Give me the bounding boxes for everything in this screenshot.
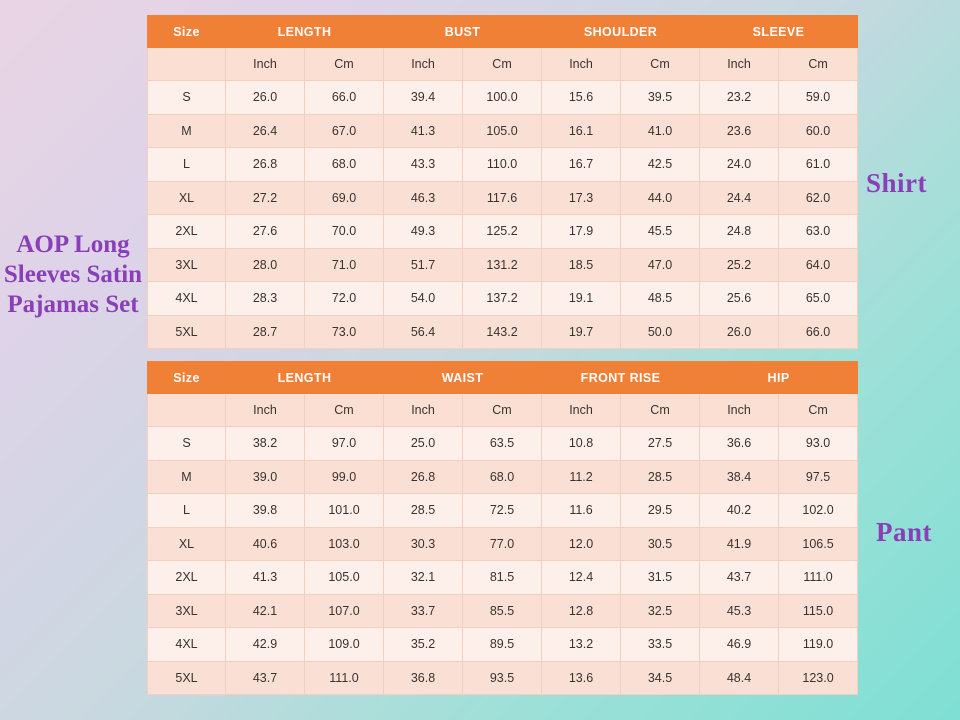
cell-bust-cm: 137.2 — [463, 282, 542, 316]
table-row — [148, 215, 858, 249]
cell-bust-cm: 125.2 — [463, 215, 542, 249]
cell-size: XL — [148, 181, 226, 215]
shirt-header-shoulder: SHOULDER — [542, 16, 700, 48]
cell-front-rise-inch: 10.8 — [542, 427, 621, 461]
cell-front-rise-inch: 12.0 — [542, 527, 621, 561]
pant-header-hip: HIP — [700, 362, 858, 394]
cell-hip-inch: 48.4 — [700, 661, 779, 695]
pant-unit-waist-cm: Cm — [463, 394, 542, 427]
cell-bust-inch: 43.3 — [384, 148, 463, 182]
cell-length-inch: 42.1 — [226, 594, 305, 628]
cell-sleeve-cm: 60.0 — [779, 114, 858, 148]
shirt-unit-shoulder-inch: Inch — [542, 48, 621, 81]
cell-front-rise-inch: 13.2 — [542, 628, 621, 662]
cell-length-cm: 69.0 — [305, 181, 384, 215]
cell-front-rise-inch: 12.4 — [542, 561, 621, 595]
cell-bust-inch: 49.3 — [384, 215, 463, 249]
cell-waist-inch: 36.8 — [384, 661, 463, 695]
cell-length-inch: 26.4 — [226, 114, 305, 148]
product-title: AOP Long Sleeves Satin Pajamas Set — [3, 231, 143, 318]
shirt-unit-bust-cm: Cm — [463, 48, 542, 81]
cell-hip-inch: 45.3 — [700, 594, 779, 628]
shirt-header-size: Size — [148, 16, 226, 48]
shirt-unit-sleeve-inch: Inch — [700, 48, 779, 81]
cell-shoulder-inch: 17.3 — [542, 181, 621, 215]
table-row — [148, 248, 858, 282]
cell-front-rise-cm: 29.5 — [621, 494, 700, 528]
cell-length-inch: 43.7 — [226, 661, 305, 695]
cell-sleeve-cm: 59.0 — [779, 81, 858, 115]
cell-waist-inch: 32.1 — [384, 561, 463, 595]
shirt-section-label: Shirt — [866, 168, 928, 198]
cell-length-cm: 103.0 — [305, 527, 384, 561]
cell-bust-inch: 46.3 — [384, 181, 463, 215]
cell-hip-cm: 106.5 — [779, 527, 858, 561]
cell-size: 4XL — [148, 282, 226, 316]
cell-hip-inch: 46.9 — [700, 628, 779, 662]
cell-hip-cm: 111.0 — [779, 561, 858, 595]
table-row — [148, 427, 858, 461]
shirt-header-sleeve: SLEEVE — [700, 16, 858, 48]
cell-length-cm: 109.0 — [305, 628, 384, 662]
shirt-unit-length-cm: Cm — [305, 48, 384, 81]
cell-bust-inch: 54.0 — [384, 282, 463, 316]
cell-size: M — [148, 460, 226, 494]
cell-length-inch: 42.9 — [226, 628, 305, 662]
cell-sleeve-inch: 24.8 — [700, 215, 779, 249]
cell-shoulder-cm: 41.0 — [621, 114, 700, 148]
cell-waist-inch: 25.0 — [384, 427, 463, 461]
shirt-table-head — [148, 16, 858, 81]
table-row — [148, 148, 858, 182]
cell-length-inch: 28.7 — [226, 315, 305, 349]
cell-bust-inch: 51.7 — [384, 248, 463, 282]
cell-shoulder-cm: 39.5 — [621, 81, 700, 115]
cell-sleeve-inch: 25.2 — [700, 248, 779, 282]
pant-size-table — [147, 361, 858, 695]
shirt-unit-shoulder-cm: Cm — [621, 48, 700, 81]
cell-hip-inch: 40.2 — [700, 494, 779, 528]
cell-length-cm: 67.0 — [305, 114, 384, 148]
cell-sleeve-cm: 63.0 — [779, 215, 858, 249]
cell-waist-cm: 81.5 — [463, 561, 542, 595]
cell-sleeve-inch: 24.0 — [700, 148, 779, 182]
table-row — [148, 628, 858, 662]
cell-size: L — [148, 494, 226, 528]
cell-waist-inch: 28.5 — [384, 494, 463, 528]
cell-size: 4XL — [148, 628, 226, 662]
table-row — [148, 561, 858, 595]
shirt-header-length: LENGTH — [226, 16, 384, 48]
table-row — [148, 81, 858, 115]
cell-bust-cm: 105.0 — [463, 114, 542, 148]
cell-waist-cm: 68.0 — [463, 460, 542, 494]
cell-size: M — [148, 114, 226, 148]
cell-length-cm: 105.0 — [305, 561, 384, 595]
pant-header-size: Size — [148, 362, 226, 394]
table-row — [148, 181, 858, 215]
cell-sleeve-cm: 65.0 — [779, 282, 858, 316]
cell-size: 3XL — [148, 248, 226, 282]
cell-shoulder-inch: 16.1 — [542, 114, 621, 148]
cell-shoulder-inch: 18.5 — [542, 248, 621, 282]
cell-waist-inch: 26.8 — [384, 460, 463, 494]
shirt-header-bust: BUST — [384, 16, 542, 48]
cell-shoulder-inch: 17.9 — [542, 215, 621, 249]
pant-unit-blank — [148, 394, 226, 427]
cell-length-cm: 66.0 — [305, 81, 384, 115]
shirt-table-body — [148, 81, 858, 349]
cell-waist-cm: 93.5 — [463, 661, 542, 695]
pant-header-length: LENGTH — [226, 362, 384, 394]
cell-shoulder-inch: 19.7 — [542, 315, 621, 349]
cell-hip-inch: 41.9 — [700, 527, 779, 561]
cell-front-rise-cm: 27.5 — [621, 427, 700, 461]
shirt-unit-blank — [148, 48, 226, 81]
cell-length-inch: 27.6 — [226, 215, 305, 249]
cell-shoulder-cm: 42.5 — [621, 148, 700, 182]
cell-sleeve-inch: 23.6 — [700, 114, 779, 148]
table-row — [148, 114, 858, 148]
cell-shoulder-cm: 44.0 — [621, 181, 700, 215]
cell-hip-inch: 43.7 — [700, 561, 779, 595]
cell-length-inch: 26.8 — [226, 148, 305, 182]
cell-hip-cm: 119.0 — [779, 628, 858, 662]
cell-hip-inch: 36.6 — [700, 427, 779, 461]
cell-size: 2XL — [148, 561, 226, 595]
cell-front-rise-inch: 11.6 — [542, 494, 621, 528]
cell-waist-cm: 72.5 — [463, 494, 542, 528]
pant-unit-front-rise-cm: Cm — [621, 394, 700, 427]
cell-sleeve-inch: 25.6 — [700, 282, 779, 316]
cell-front-rise-cm: 30.5 — [621, 527, 700, 561]
shirt-header-row — [148, 16, 858, 48]
cell-waist-cm: 89.5 — [463, 628, 542, 662]
cell-size: 2XL — [148, 215, 226, 249]
table-row — [148, 315, 858, 349]
cell-size: L — [148, 148, 226, 182]
cell-length-inch: 27.2 — [226, 181, 305, 215]
cell-waist-cm: 85.5 — [463, 594, 542, 628]
cell-front-rise-cm: 32.5 — [621, 594, 700, 628]
cell-hip-cm: 123.0 — [779, 661, 858, 695]
shirt-unit-length-inch: Inch — [226, 48, 305, 81]
cell-length-cm: 70.0 — [305, 215, 384, 249]
table-row — [148, 594, 858, 628]
cell-length-cm: 99.0 — [305, 460, 384, 494]
cell-shoulder-inch: 16.7 — [542, 148, 621, 182]
pant-unit-length-inch: Inch — [226, 394, 305, 427]
cell-size: XL — [148, 527, 226, 561]
cell-bust-cm: 110.0 — [463, 148, 542, 182]
cell-length-inch: 28.3 — [226, 282, 305, 316]
table-row — [148, 282, 858, 316]
cell-size: 3XL — [148, 594, 226, 628]
cell-bust-inch: 56.4 — [384, 315, 463, 349]
cell-bust-cm: 143.2 — [463, 315, 542, 349]
cell-length-inch: 39.0 — [226, 460, 305, 494]
pant-table-head — [148, 362, 858, 427]
shirt-unit-row — [148, 48, 858, 81]
cell-length-inch: 39.8 — [226, 494, 305, 528]
cell-length-cm: 111.0 — [305, 661, 384, 695]
cell-size: 5XL — [148, 661, 226, 695]
cell-sleeve-cm: 66.0 — [779, 315, 858, 349]
cell-front-rise-inch: 13.6 — [542, 661, 621, 695]
cell-bust-cm: 117.6 — [463, 181, 542, 215]
pant-table-body — [148, 427, 858, 695]
cell-length-inch: 28.0 — [226, 248, 305, 282]
pant-header-waist: WAIST — [384, 362, 542, 394]
pant-unit-waist-inch: Inch — [384, 394, 463, 427]
cell-length-cm: 68.0 — [305, 148, 384, 182]
cell-waist-cm: 77.0 — [463, 527, 542, 561]
cell-size: S — [148, 427, 226, 461]
cell-length-inch: 40.6 — [226, 527, 305, 561]
cell-bust-inch: 41.3 — [384, 114, 463, 148]
cell-hip-cm: 115.0 — [779, 594, 858, 628]
cell-shoulder-inch: 15.6 — [542, 81, 621, 115]
pant-header-row — [148, 362, 858, 394]
cell-length-inch: 38.2 — [226, 427, 305, 461]
cell-waist-inch: 30.3 — [384, 527, 463, 561]
cell-bust-cm: 131.2 — [463, 248, 542, 282]
cell-hip-cm: 97.5 — [779, 460, 858, 494]
cell-size: 5XL — [148, 315, 226, 349]
cell-front-rise-cm: 31.5 — [621, 561, 700, 595]
cell-hip-inch: 38.4 — [700, 460, 779, 494]
cell-waist-inch: 35.2 — [384, 628, 463, 662]
cell-bust-cm: 100.0 — [463, 81, 542, 115]
shirt-unit-sleeve-cm: Cm — [779, 48, 858, 81]
cell-length-inch: 26.0 — [226, 81, 305, 115]
cell-front-rise-inch: 11.2 — [542, 460, 621, 494]
table-row — [148, 494, 858, 528]
size-tables-container — [147, 15, 858, 695]
pant-unit-hip-inch: Inch — [700, 394, 779, 427]
cell-front-rise-cm: 33.5 — [621, 628, 700, 662]
cell-length-cm: 73.0 — [305, 315, 384, 349]
cell-waist-inch: 33.7 — [384, 594, 463, 628]
cell-size: S — [148, 81, 226, 115]
cell-sleeve-cm: 64.0 — [779, 248, 858, 282]
cell-shoulder-inch: 19.1 — [542, 282, 621, 316]
cell-sleeve-inch: 24.4 — [700, 181, 779, 215]
cell-shoulder-cm: 48.5 — [621, 282, 700, 316]
shirt-unit-bust-inch: Inch — [384, 48, 463, 81]
cell-sleeve-inch: 23.2 — [700, 81, 779, 115]
cell-length-cm: 101.0 — [305, 494, 384, 528]
table-row — [148, 661, 858, 695]
table-row — [148, 527, 858, 561]
table-row — [148, 460, 858, 494]
cell-length-cm: 97.0 — [305, 427, 384, 461]
pant-unit-length-cm: Cm — [305, 394, 384, 427]
pant-unit-hip-cm: Cm — [779, 394, 858, 427]
cell-sleeve-inch: 26.0 — [700, 315, 779, 349]
cell-sleeve-cm: 61.0 — [779, 148, 858, 182]
cell-front-rise-inch: 12.8 — [542, 594, 621, 628]
cell-waist-cm: 63.5 — [463, 427, 542, 461]
cell-shoulder-cm: 45.5 — [621, 215, 700, 249]
cell-length-cm: 71.0 — [305, 248, 384, 282]
cell-hip-cm: 93.0 — [779, 427, 858, 461]
cell-length-cm: 107.0 — [305, 594, 384, 628]
cell-bust-inch: 39.4 — [384, 81, 463, 115]
cell-length-inch: 41.3 — [226, 561, 305, 595]
shirt-size-table — [147, 15, 858, 349]
pant-header-front-rise: FRONT RISE — [542, 362, 700, 394]
cell-front-rise-cm: 34.5 — [621, 661, 700, 695]
cell-length-cm: 72.0 — [305, 282, 384, 316]
cell-shoulder-cm: 47.0 — [621, 248, 700, 282]
pant-unit-front-rise-inch: Inch — [542, 394, 621, 427]
cell-hip-cm: 102.0 — [779, 494, 858, 528]
cell-sleeve-cm: 62.0 — [779, 181, 858, 215]
cell-shoulder-cm: 50.0 — [621, 315, 700, 349]
pant-section-label: Pant — [876, 517, 932, 547]
pant-unit-row — [148, 394, 858, 427]
cell-front-rise-cm: 28.5 — [621, 460, 700, 494]
